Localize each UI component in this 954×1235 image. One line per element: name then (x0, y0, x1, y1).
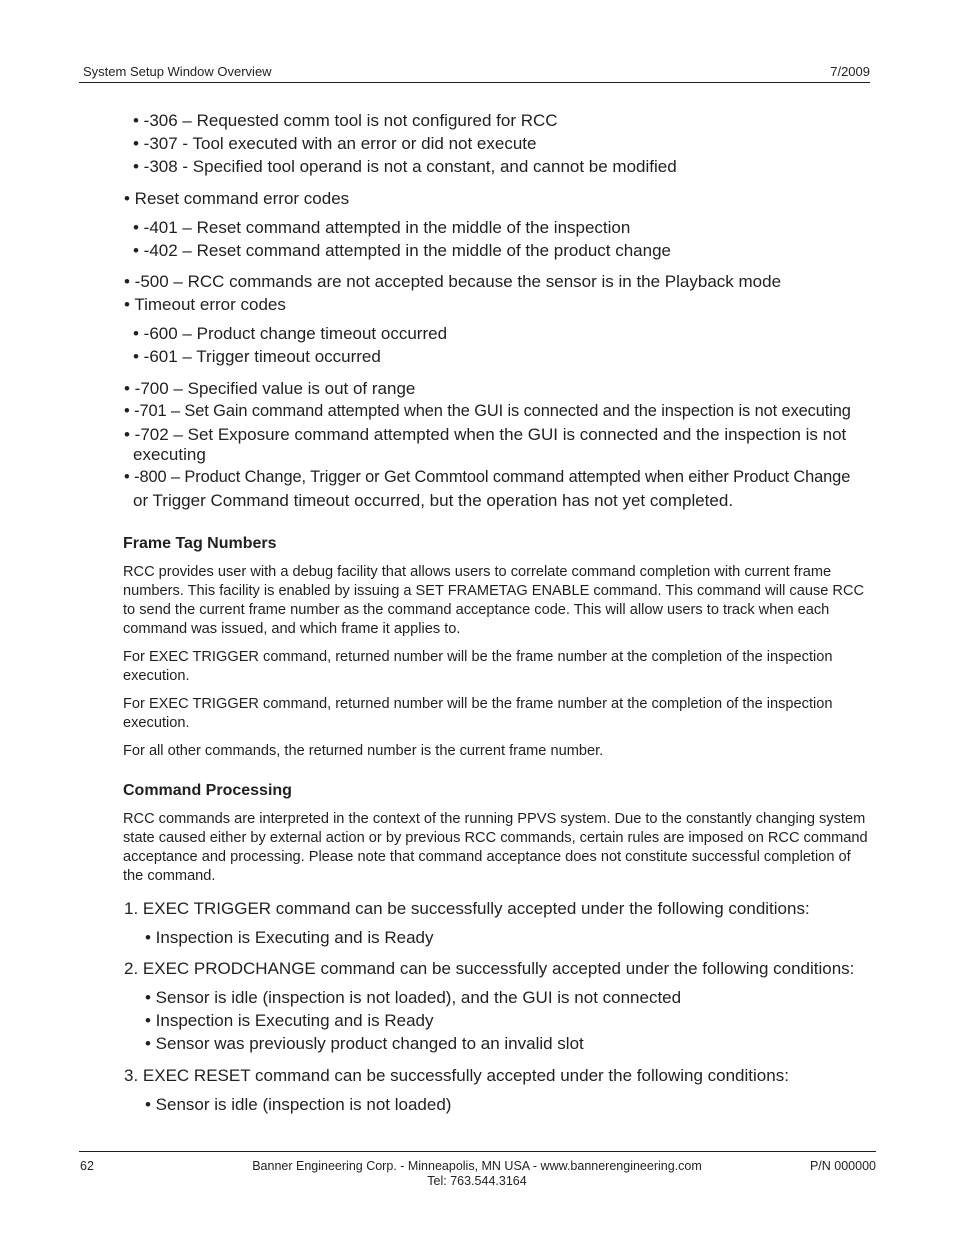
list-item: • -700 – Specified value is out of range (124, 379, 416, 398)
error-list-600s (0, 322, 954, 368)
section-heading: Command Processing (123, 782, 292, 799)
list-item-continuation: or Trigger Command timeout occurred, but the operation has not yet completed. (133, 491, 734, 510)
error-list-500-timeout (0, 270, 954, 316)
list-item: • -800 – Product Change, Trigger or Get Commtool command attempted when either Product Change (124, 468, 851, 486)
list-item: • Sensor was previously product changed to an invalid slot (145, 1034, 584, 1053)
reset-codes-heading-block (0, 187, 954, 210)
list-item: • -500 – RCC commands are not accepted because the sensor is in the Playback mode (124, 272, 782, 291)
list-item: • Inspection is Executing and is Ready (145, 1011, 434, 1030)
footer-tel: Tel: 763.544.3164 (427, 1174, 527, 1188)
list-item: • -308 - Specified tool operand is not a constant, and cannot be modified (133, 157, 677, 176)
timeout-codes-heading: • Timeout error codes (124, 295, 286, 314)
numbered-item-1: 1. EXEC TRIGGER command can be successfully accepted under the following conditions: (124, 899, 810, 918)
error-list-400s (0, 216, 954, 262)
numbered-list (124, 897, 904, 1116)
page-number: 62 (80, 1159, 94, 1173)
list-item: • -306 – Requested comm tool is not configured for RCC (133, 111, 558, 130)
error-list-300s (0, 109, 954, 178)
header-rule (79, 82, 870, 83)
error-list-700-800 (0, 377, 954, 512)
list-item: • Sensor is idle (inspection is not loaded) (145, 1095, 452, 1114)
section-heading: Frame Tag Numbers (123, 535, 277, 552)
list-item: • Inspection is Executing and is Ready (145, 928, 434, 947)
numbered-item-2: 2. EXEC PRODCHANGE command can be successfully accepted under the following conditions: (124, 959, 855, 978)
running-header-title: System Setup Window Overview (83, 64, 272, 79)
paragraph: RCC commands are interpreted in the context of the running PPVS system. Due to the constantly changing system state caused either by external action or by previous RCC commands, certain rules are imposed on RCC command acceptance and processing. Please note that command acceptance does not constitute successful completion of the command. (123, 811, 868, 884)
numbered-item-3: 3. EXEC RESET command can be successfully accepted under the following conditions: (124, 1066, 789, 1085)
list-item: • -601 – Trigger timeout occurred (133, 347, 381, 366)
list-item-continuation: executing (133, 445, 206, 464)
footer-company: Banner Engineering Corp. - Minneapolis, MN USA - www.bannerengineering.com (252, 1159, 702, 1173)
list-item: • -702 – Set Exposure command attempted when the GUI is connected and the inspection is not (124, 425, 847, 444)
list-item: • -402 – Reset command attempted in the middle of the product change (133, 241, 671, 260)
part-number: P/N 000000 (809, 1159, 876, 1173)
list-item: • -307 - Tool executed with an error or did not execute (133, 134, 537, 153)
command-processing-section (123, 782, 873, 886)
paragraph: For EXEC TRIGGER command, returned number will be the frame number at the completion of the inspection execution. (123, 696, 833, 731)
frame-tag-section (123, 535, 873, 761)
list-item: • -401 – Reset command attempted in the middle of the inspection (133, 218, 631, 237)
list-item: • Sensor is idle (inspection is not loaded), and the GUI is not connected (145, 988, 682, 1007)
footer-rule (79, 1151, 876, 1152)
paragraph: RCC provides user with a debug facility that allows users to correlate command completion with current frame numbers. This facility is enabled by issuing a SET FRAMETAG ENABLE command. This command will cause RCC to send the current frame number as the command acceptance code. This will allow users to track when each command was issued, and which frame it applies to. (123, 564, 865, 637)
list-item: • -701 – Set Gain command attempted when the GUI is connected and the inspection is not executing (124, 402, 851, 420)
running-header-date: 7/2009 (830, 64, 870, 79)
paragraph: For EXEC TRIGGER command, returned number will be the frame number at the completion of the inspection execution. (123, 649, 833, 684)
reset-codes-heading: • Reset command error codes (124, 189, 350, 208)
paragraph: For all other commands, the returned number is the current frame number. (123, 743, 604, 759)
list-item: • -600 – Product change timeout occurred (133, 324, 448, 343)
